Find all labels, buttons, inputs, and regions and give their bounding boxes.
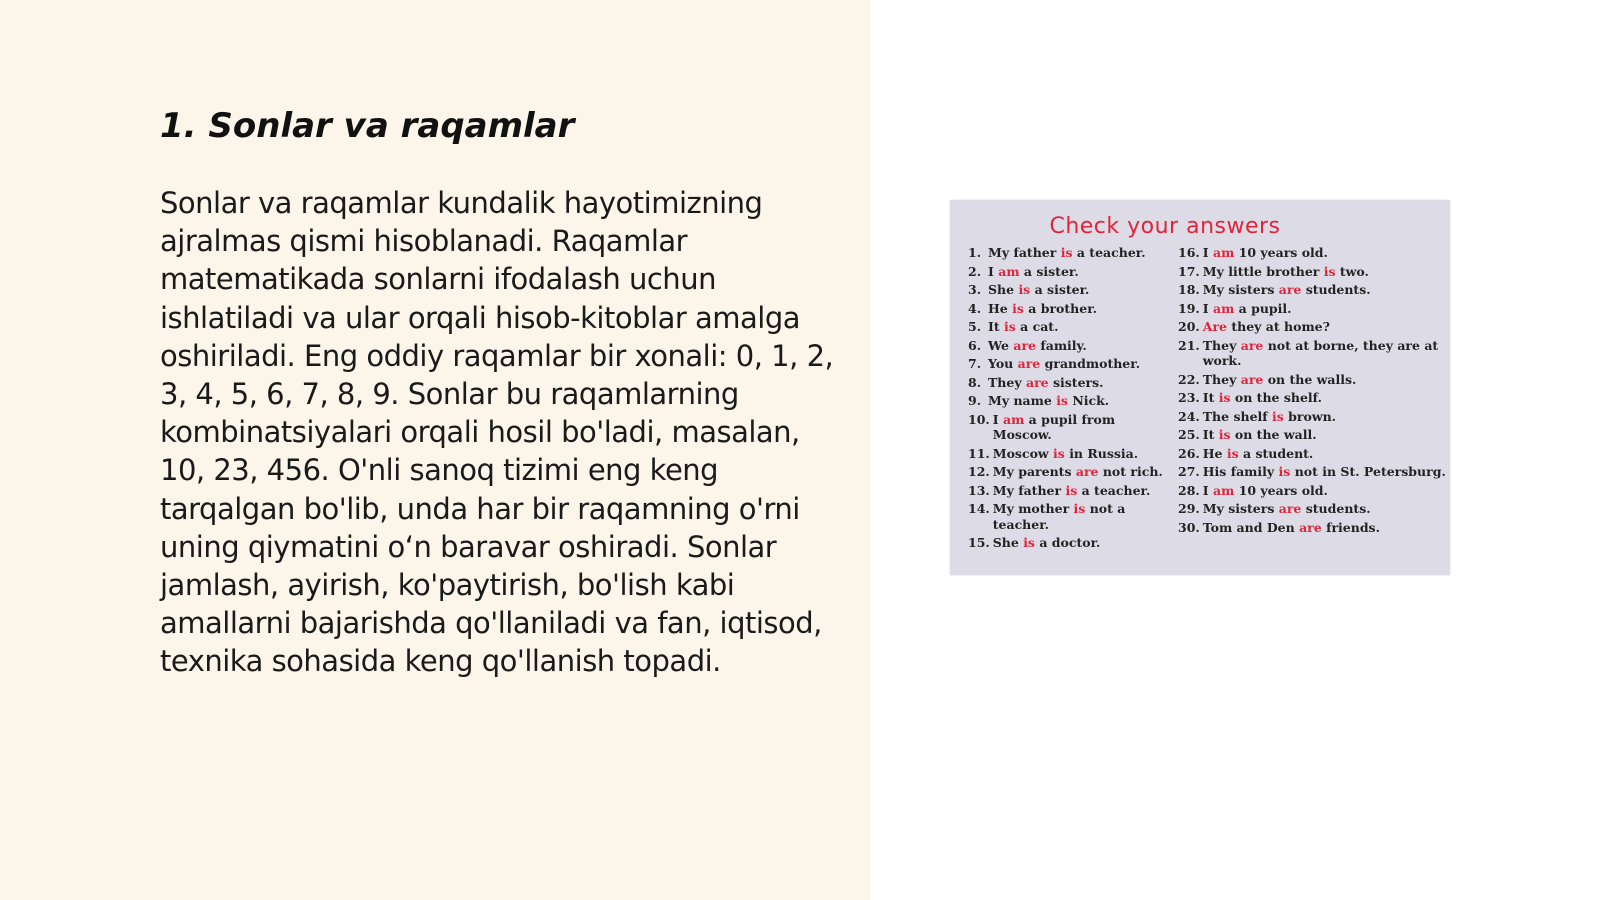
answer-verb: is — [1056, 393, 1068, 408]
answer-number: 28. — [1178, 482, 1200, 498]
answer-sentence-end: students. — [1305, 282, 1371, 297]
answer-sentence-start: I — [988, 263, 994, 279]
answer-list-left — [968, 245, 1173, 554]
answer-verb: am — [1002, 411, 1025, 427]
answer-item — [1178, 427, 1446, 443]
answer-sentence-end: family. — [1040, 337, 1087, 353]
answer-verb: are — [1299, 519, 1322, 535]
answer-sentence — [1203, 501, 1446, 517]
answer-sentence — [1203, 464, 1446, 480]
answer-number: 1. — [968, 245, 982, 260]
answer-sentence-end: a student. — [1243, 445, 1314, 461]
answer-item — [1178, 464, 1446, 480]
answer-sentence — [1203, 301, 1446, 317]
answer-sentence — [1203, 245, 1446, 261]
answer-sentence-end: a pupil. — [1238, 300, 1292, 316]
answer-item — [968, 483, 1173, 499]
answer-verb: is — [1003, 319, 1016, 334]
answer-verb: am — [998, 263, 1020, 279]
answer-sentence — [988, 245, 1173, 261]
answer-sentence — [988, 264, 1173, 280]
answer-sentence-start: They — [1202, 337, 1237, 353]
answer-sentence — [993, 412, 1173, 443]
answer-item — [1178, 301, 1446, 317]
answer-number: 8. — [968, 374, 982, 390]
answer-verb: is — [1012, 300, 1024, 316]
answer-verb: is — [1023, 535, 1035, 550]
answer-sentence-end: not a teacher. — [992, 501, 1126, 532]
answer-sentence-start: Moscow — [992, 445, 1049, 461]
answer-sentence-start: My sisters — [1202, 282, 1275, 297]
answer-sentence-end: on the walls. — [1267, 371, 1357, 387]
answer-verb: are — [1025, 374, 1049, 390]
answer-item — [968, 535, 1173, 551]
answer-number: 27. — [1178, 464, 1200, 479]
answer-item — [968, 464, 1173, 480]
answer-number: 23. — [1178, 390, 1200, 405]
slide-title: 1. Sonlar va raqamlar — [160, 106, 575, 146]
answer-sentence — [988, 301, 1173, 317]
answer-item — [1178, 390, 1446, 406]
answer-verb: is — [1218, 390, 1231, 405]
answer-sentence-end: a doctor. — [1039, 535, 1101, 550]
answer-verb: is — [1323, 263, 1336, 279]
answer-sentence — [1203, 409, 1446, 425]
answer-sentence-start: My sisters — [1202, 501, 1275, 516]
answer-sentence-end: a teacher. — [1076, 245, 1146, 260]
answer-item — [968, 412, 1173, 443]
answer-sentence-start: They — [988, 374, 1022, 390]
answer-number: 14. — [968, 501, 990, 516]
answer-item — [1178, 319, 1446, 335]
answer-number: 20. — [1178, 319, 1200, 334]
answer-sentence-end: on the shelf. — [1234, 390, 1322, 405]
answer-item — [968, 282, 1173, 298]
answer-number: 22. — [1178, 371, 1200, 387]
answer-number: 5. — [968, 319, 982, 334]
answer-sentence-start: My father — [992, 482, 1062, 498]
answer-item — [968, 356, 1173, 372]
answer-sentence-end: two. — [1339, 263, 1369, 279]
answer-verb: are — [1013, 337, 1036, 353]
answer-number: 24. — [1178, 408, 1200, 424]
answer-verb: are — [1278, 501, 1302, 516]
answer-sentence-start: I — [992, 411, 999, 427]
answer-sentence-start: Tom and Den — [1202, 519, 1295, 535]
answer-sentence — [988, 282, 1173, 298]
answer-sentence-start: He — [988, 300, 1008, 316]
answer-item — [1178, 409, 1446, 425]
answer-sentence-end: sisters. — [1052, 374, 1104, 390]
answer-verb: am — [1212, 245, 1235, 260]
answer-sentence — [1203, 390, 1446, 406]
answer-sentence-start: She — [988, 282, 1015, 297]
answer-item — [1178, 446, 1446, 462]
answer-sentence-start: My father — [988, 245, 1057, 260]
answer-sentence — [993, 483, 1173, 499]
answer-sentence — [993, 464, 1173, 480]
answer-number: 2. — [968, 263, 982, 279]
answer-sentence-start: The shelf — [1202, 408, 1268, 424]
answer-sentence — [1203, 372, 1446, 388]
answer-verb: is — [1018, 282, 1031, 297]
answer-item — [968, 301, 1173, 317]
answer-item — [968, 446, 1173, 462]
answer-number: 30. — [1178, 519, 1200, 535]
answer-sentence-start: My mother — [992, 501, 1070, 516]
answer-number: 12. — [968, 464, 990, 479]
answer-verb: is — [1073, 501, 1086, 516]
answer-sentence-end: on the wall. — [1234, 427, 1317, 442]
answer-sentence-end: they at home? — [1231, 319, 1330, 334]
answer-number: 18. — [1178, 282, 1200, 297]
answer-sentence-start: They — [1202, 371, 1237, 387]
answer-verb: am — [1212, 300, 1235, 316]
answer-number: 26. — [1178, 445, 1200, 461]
answer-sentence-end: friends. — [1326, 519, 1380, 535]
answer-verb: is — [1065, 482, 1078, 498]
answer-sentence-start: She — [992, 535, 1019, 550]
answer-item — [968, 338, 1173, 354]
answer-sentence-start: My little brother — [1202, 263, 1320, 279]
answer-sentence-end: brown. — [1288, 408, 1337, 424]
answer-key-image — [950, 200, 1450, 575]
answer-sentence-start: My parents — [992, 464, 1072, 479]
answer-sentence-end: in Russia. — [1069, 445, 1139, 461]
answer-verb: are — [1240, 371, 1264, 387]
answer-item — [1178, 338, 1446, 369]
answer-sentence-end: not rich. — [1102, 464, 1163, 479]
answer-list-right — [1178, 245, 1446, 538]
answer-verb: is — [1226, 445, 1239, 461]
answer-verb: is — [1278, 464, 1291, 479]
answer-number: 25. — [1178, 427, 1200, 442]
answer-item — [968, 375, 1173, 391]
answer-sentence-start: You — [988, 356, 1014, 371]
answer-sentence-start: My name — [988, 393, 1052, 408]
answer-sentence-end: Nick. — [1072, 393, 1110, 408]
answer-sentence — [1203, 520, 1446, 536]
answer-sentence — [988, 393, 1173, 409]
answer-item — [968, 501, 1173, 532]
answer-number: 11. — [968, 445, 990, 461]
answer-item — [968, 245, 1173, 261]
answer-sentence — [993, 501, 1173, 532]
answer-number: 15. — [968, 535, 990, 550]
answer-sentence — [993, 535, 1173, 551]
answer-sentence-start: His family — [1202, 464, 1275, 479]
answer-sentence-end: not in St. Petersburg. — [1294, 464, 1446, 479]
answer-number: 10. — [968, 411, 990, 427]
answer-sentence-end: not at borne, they are at work. — [1202, 337, 1439, 368]
answer-sentence-start: I — [1202, 245, 1209, 260]
answer-sentence — [988, 338, 1173, 354]
answer-number: 21. — [1178, 337, 1200, 353]
answer-sentence — [988, 319, 1173, 335]
answer-sentence — [1203, 427, 1446, 443]
answer-sentence — [988, 375, 1173, 391]
answer-verb: are — [1017, 356, 1041, 371]
answer-sentence — [1203, 338, 1446, 369]
answer-sentence-start: It — [988, 319, 1000, 334]
answer-sentence-start: I — [1202, 482, 1209, 498]
answer-sentence-start: He — [1202, 445, 1223, 461]
answer-verb: is — [1053, 445, 1065, 461]
answer-number: 4. — [968, 300, 982, 316]
answer-sentence-end: a brother. — [1028, 300, 1098, 316]
answer-item — [1178, 372, 1446, 388]
answer-number: 17. — [1178, 263, 1200, 279]
answer-sentence-end: students. — [1305, 501, 1371, 516]
answer-verb: is — [1272, 408, 1284, 424]
answer-sentence-start: I — [1202, 300, 1209, 316]
answer-item — [1178, 520, 1446, 536]
answer-sentence — [993, 446, 1173, 462]
answer-verb: am — [1212, 482, 1235, 498]
answer-verb: is — [1218, 427, 1231, 442]
answer-number: 13. — [968, 482, 990, 498]
answer-verb: are — [1278, 282, 1302, 297]
answer-card-title: Check your answers — [1049, 214, 1281, 239]
answer-sentence-end: a sister. — [1023, 263, 1079, 279]
answer-sentence — [1203, 264, 1446, 280]
answer-sentence-start: We — [988, 337, 1009, 353]
answer-number: 9. — [968, 393, 982, 408]
slide-body-text: Sonlar va raqamlar kundalik hayotimizning ajralmas qismi hisoblanadi. Raqamlar matematikada sonlarni ifodalash uchun ishlatiladi va ular orqali hisob-kitoblar amalga oshiriladi. Eng oddiy raqamlar bir xonali: 0, 1, 2, 3, 4, 5, 6, 7, 8, 9. Sonlar bu raqamlarning kombinatsiyalari orqali hosil bo'ladi, masalan, 10, 23, 456. O'nli sanoq tizimi eng keng tarqalgan bo'lib, unda har bir raqamning o'rni uning qiymatini o‘n baravar oshiradi. Sonlar jamlash, ayirish, ko'paytirish, bo'lish kabi amallarni bajarishda qo'llaniladi va fan, iqtisod, texnika sohasida keng qo'llanish topadi. — [160, 186, 834, 679]
answer-verb: Are — [1202, 319, 1227, 334]
answer-number: 3. — [968, 282, 982, 297]
answer-verb: are — [1075, 464, 1099, 479]
answer-sentence-start: It — [1202, 390, 1215, 405]
answer-number: 16. — [1178, 245, 1200, 260]
answer-sentence-end: 10 years old. — [1238, 245, 1328, 260]
answer-number: 6. — [968, 337, 982, 353]
answer-number: 19. — [1178, 300, 1200, 316]
answer-verb: is — [1060, 245, 1073, 260]
answer-item — [1178, 501, 1446, 517]
answer-item — [968, 393, 1173, 409]
answer-sentence — [1203, 319, 1446, 335]
answer-item — [1178, 483, 1446, 499]
answer-sentence — [988, 356, 1173, 372]
answer-item — [968, 319, 1173, 335]
answer-sentence-end: grandmother. — [1044, 356, 1141, 371]
answer-sentence-end: a sister. — [1034, 282, 1090, 297]
answer-sentence — [1203, 483, 1446, 499]
answer-sentence — [1203, 282, 1446, 298]
answer-sentence-end: a pupil from Moscow. — [992, 411, 1116, 442]
answer-sentence — [1203, 446, 1446, 462]
answer-item — [1178, 264, 1446, 280]
answer-verb: are — [1240, 337, 1264, 353]
answer-number: 29. — [1178, 501, 1200, 516]
answer-sentence-end: a teacher. — [1081, 482, 1151, 498]
answer-sentence-end: 10 years old. — [1238, 482, 1328, 498]
answer-item — [1178, 282, 1446, 298]
answer-sentence-end: a cat. — [1020, 319, 1059, 334]
answer-item — [968, 264, 1173, 280]
answer-item — [1178, 245, 1446, 261]
answer-sentence-start: It — [1202, 427, 1215, 442]
answer-number: 7. — [968, 356, 982, 371]
